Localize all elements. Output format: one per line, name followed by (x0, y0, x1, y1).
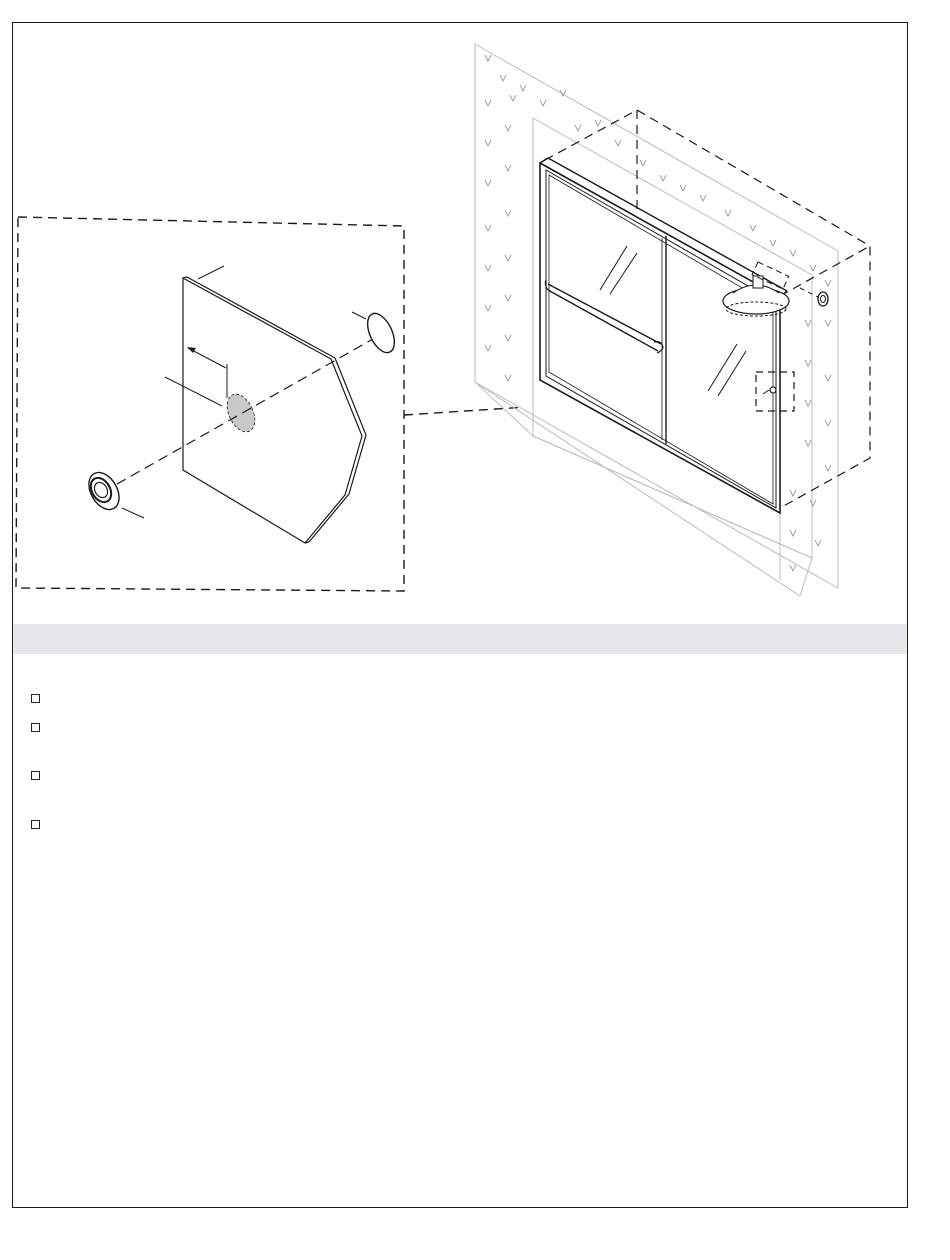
section-band (13, 624, 907, 654)
gasket-ring-icon (352, 309, 400, 356)
step-item (31, 690, 50, 703)
step-item (31, 719, 50, 732)
escutcheon-ring-icon (83, 467, 144, 518)
checkbox-icon[interactable] (31, 771, 40, 780)
checkbox-icon[interactable] (31, 694, 40, 703)
shower-door-assembly-view (475, 44, 870, 596)
step-item (31, 816, 50, 829)
checkbox-icon[interactable] (31, 820, 40, 829)
step-item (31, 767, 50, 780)
handle-hole (770, 387, 776, 393)
glass-panel-edge (183, 277, 366, 543)
checkbox-icon[interactable] (31, 723, 40, 732)
